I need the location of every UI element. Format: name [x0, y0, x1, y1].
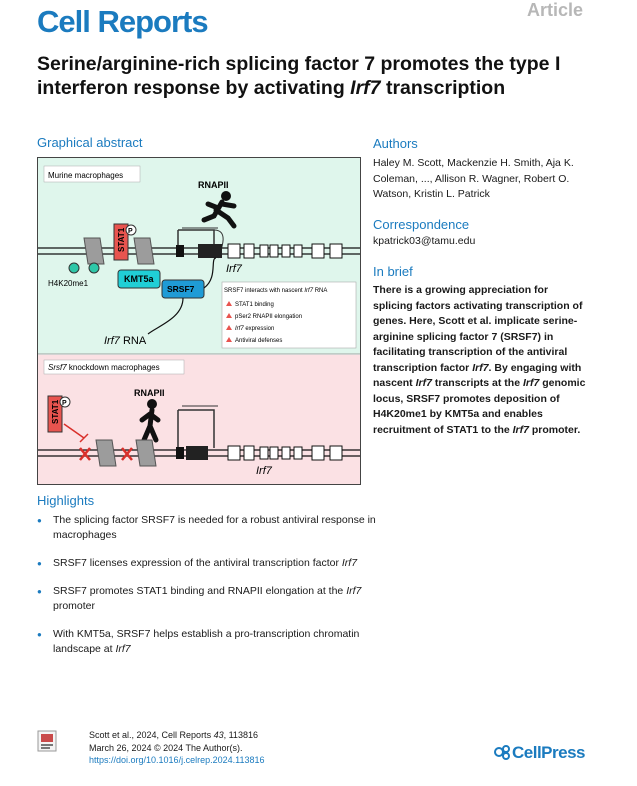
bottom-panel-bg — [38, 355, 360, 484]
in-brief-heading: In brief — [373, 264, 413, 279]
cellpress-logo: CellPress — [494, 743, 585, 763]
highlight-item: ● SRSF7 licenses expression of the antiviral transcription factor Irf7 — [37, 556, 377, 571]
copyright-line: March 26, 2024 © 2024 The Author(s). — [89, 742, 243, 753]
info-item: pSer2 RNAPII elongation — [235, 314, 303, 320]
stat1-label-bottom: STAT1 — [51, 399, 60, 424]
article-type-label: Article — [526, 0, 583, 20]
gene-label-top: Irf7 — [226, 263, 242, 275]
doi-link[interactable]: https://doi.org/10.1016/j.celrep.2024.113816 — [89, 755, 265, 765]
phospho-label-top: P — [128, 228, 133, 235]
authors-heading: Authors — [373, 136, 418, 151]
stat1-label-top: STAT1 — [117, 227, 126, 252]
bottom-panel-label: Srsf7 knockdown macrophages — [48, 363, 160, 372]
citation-footer — [89, 729, 264, 767]
article-title — [37, 52, 597, 100]
info-item: Irf7 expression — [235, 326, 275, 332]
in-brief-text: There is a growing appreciation for splicing factors activating transcription of genes. Here, Scott et al. implicate serine-arginine splicing factor 7 (SRSF7) in facilitating transcription of the antiviral transcription factor Irf7. By engaging with nascent Irf7 transcripts at the Irf7 genomic locus, SRSF7 promotes deposition of H4K20me1 by KMT5a and enables recruitment of STAT1 to the Irf7 promoter. — [373, 284, 586, 436]
info-box-title: SRSF7 interacts with nascent Irf7 RNA — [224, 288, 328, 294]
title-part2: transcription — [380, 77, 506, 99]
highlights-list — [37, 513, 377, 670]
phospho-label-bottom: P — [62, 400, 67, 407]
info-item: STAT1 binding — [235, 302, 274, 308]
highlight-item: ● SRSF7 promotes STAT1 binding and RNAPII elongation at the Irf7 promoter — [37, 584, 377, 614]
irf7-rna-label: Irf7 RNA — [104, 335, 147, 347]
srsf7-label: SRSF7 — [167, 284, 195, 294]
info-item: Antiviral defenses — [235, 338, 283, 344]
journal-thumbnail-icon — [37, 730, 57, 752]
highlight-item: ● With KMT5a, SRSF7 helps establish a pro-transcription chromatin landscape at Irf7 — [37, 627, 377, 657]
journal-title: Cell Reports — [37, 4, 208, 39]
top-panel-label: Murine macrophages — [48, 171, 124, 180]
authors-list: Haley M. Scott, Mackenzie H. Smith, Aja K. Coleman, ..., Allison R. Wagner, Robert O. Watson, Kristin L. Patrick — [373, 157, 574, 200]
rnapii-label-top: RNAPII — [198, 180, 229, 190]
citation-line: Scott et al., 2024, Cell Reports 43, 113816 — [89, 730, 258, 740]
rnapii-label-bottom: RNAPII — [134, 388, 165, 398]
highlight-item: ● The splicing factor SRSF7 is needed for a robust antiviral response in macrophages — [37, 513, 377, 543]
title-gene: Irf7 — [350, 77, 381, 99]
kmt5a-label: KMT5a — [124, 274, 154, 284]
graphical-abstract-figure — [37, 157, 361, 485]
highlights-heading: Highlights — [37, 493, 95, 508]
h4k20me1-label: H4K20me1 — [48, 279, 89, 288]
cellpress-logo-icon — [494, 744, 512, 760]
correspondence-email[interactable]: kpatrick03@tamu.edu — [373, 235, 476, 247]
correspondence-heading: Correspondence — [373, 217, 470, 232]
graphical-abstract-heading: Graphical abstract — [37, 135, 143, 150]
title-part1: Serine/arginine-rich splicing factor 7 promotes the type I interferon response by activating — [37, 53, 561, 99]
gene-label-bottom: Irf7 — [256, 465, 272, 477]
